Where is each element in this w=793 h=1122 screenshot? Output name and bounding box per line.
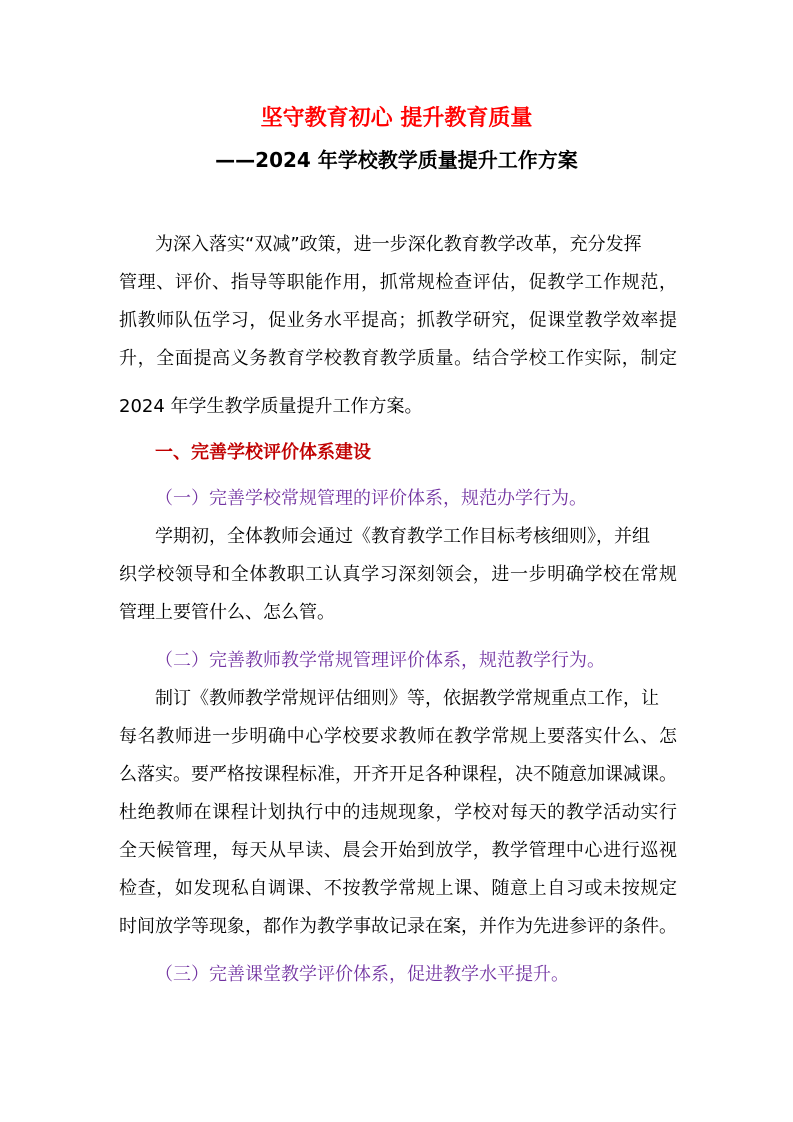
document-subtitle: ——2024 年学校教学质量提升工作方案 (215, 148, 578, 172)
intro-line-2: 管理、评价、指导等职能作用，抓常规检查评估，促教学工作规范， (119, 272, 677, 293)
sub2-line-7: 时间放学等现象，都作为教学事故记录在案，并作为先进参评的条件。 (119, 916, 677, 937)
intro-line-5: 2024 年学生教学质量提升工作方案。 (119, 396, 423, 417)
intro-line-4: 升，全面提高义务教育学校教育教学质量。结合学校工作实际，制定 (119, 348, 677, 369)
sub2-line-6: 检查，如发现私自调课、不按教学常规上课、随意上自习或未按规定 (119, 878, 677, 899)
sub2-line-4: 杜绝教师在课程计划执行中的违规现象，学校对每天的教学活动实行 (119, 802, 677, 823)
subsection-heading-2: （二）完善教师教学常规管理评价体系，规范教学行为。 (155, 650, 605, 671)
section-heading-1: 一、完善学校评价体系建设 (155, 442, 371, 463)
document-title: 坚守教育初心 提升教育质量 (260, 106, 533, 131)
subsection-heading-1: （一）完善学校常规管理的评价体系，规范办学行为。 (155, 488, 587, 509)
intro-line-1: 为深入落实“双减”政策，进一步深化教育教学改革，充分发挥 (155, 234, 642, 255)
subsection-heading-3: （三）完善课堂教学评价体系，促进教学水平提升。 (155, 964, 569, 985)
sub2-line-1: 制订《教师教学常规评估细则》等，依据教学常规重点工作，让 (155, 688, 659, 709)
intro-line-3: 抓教师队伍学习，促业务水平提高；抓教学研究，促课堂教学效率提 (119, 310, 677, 331)
sub1-line-3: 管理上要管什么、怎么管。 (119, 602, 335, 623)
sub2-line-2: 每名教师进一步明确中心学校要求教师在教学常规上要落实什么、怎 (119, 726, 677, 747)
sub1-line-2: 织学校领导和全体教职工认真学习深刻领会，进一步明确学校在常规 (119, 564, 677, 585)
sub2-line-5: 全天候管理，每天从早读、晨会开始到放学，教学管理中心进行巡视 (119, 840, 677, 861)
sub2-line-3: 么落实。要严格按课程标准，开齐开足各种课程，决不随意加课减课。 (119, 764, 677, 785)
sub1-line-1: 学期初，全体教师会通过《教育教学工作目标考核细则》，并组 (155, 526, 650, 547)
